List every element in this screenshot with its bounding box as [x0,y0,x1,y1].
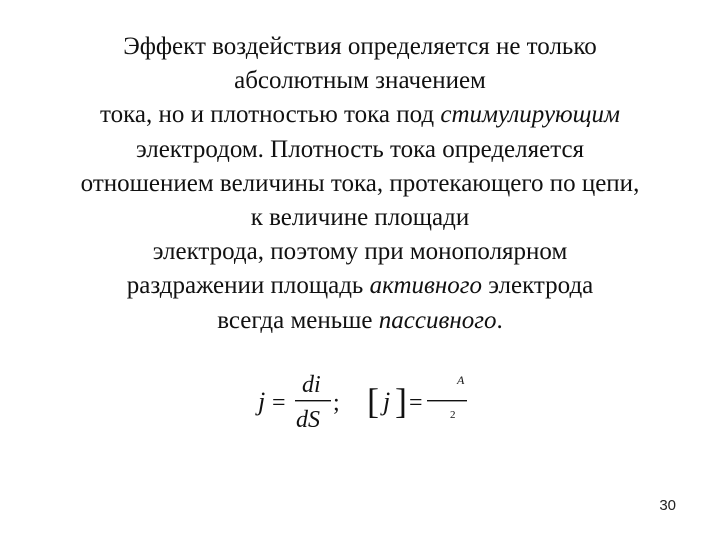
italic-term-stimulating: стимулирующим [440,101,620,129]
italic-term-passive: пассивного [378,306,497,334]
text-line-6 [20,201,700,235]
clipped-numerator-glyph: A [457,373,465,387]
formula-separator: ; [333,390,340,416]
fraction-bar [295,400,331,401]
text-line-6-part-1: к величине площади [250,204,470,232]
text-line-5 [20,167,700,201]
formula-unit-equals: = [409,390,423,416]
formula-denominator: dS [296,407,320,433]
text-line-8 [20,269,700,303]
text-line-3-part-1: тока, но и плотностью тока под [99,101,441,129]
text-line-3 [20,98,700,132]
unit-fraction-bar [427,400,467,401]
text-line-8-part-3: электрода [482,272,594,300]
text-line-8-part-1: раздражении площадь [126,272,370,300]
text-line-7 [20,235,700,269]
italic-term-active: активного [369,272,483,300]
formula-lhs-j: j [258,387,266,416]
formula-unit-j: j [383,387,391,416]
formula-equals: = [272,390,286,416]
text-line-1-part-1: Эффект воздействия определяется не только [123,33,597,60]
text-line-4-part-1: электродом. Плотность тока определяется [135,135,585,163]
text-line-2-part-1: абсолютным значением [234,67,486,95]
text-line-4 [20,133,700,167]
text-line-7-part-1: электрода, поэтому при монополярном [152,238,568,266]
slide-body-text [20,30,700,338]
text-line-5-part-1: отношением величины тока, протекающего по цепи, [80,169,640,197]
text-line-1 [20,30,700,64]
page-number: 30 [659,497,676,514]
formula-unit-superscript: 2 [450,409,456,421]
left-bracket: [ [367,381,379,421]
text-line-2 [20,64,700,98]
right-bracket: ] [395,381,407,421]
text-line-9-part-1: всегда меньше [217,306,379,334]
formula-numerator: di [302,372,321,398]
current-density-formula [250,365,480,445]
text-line-9 [20,304,700,338]
text-line-9-part-3: . [496,306,503,334]
